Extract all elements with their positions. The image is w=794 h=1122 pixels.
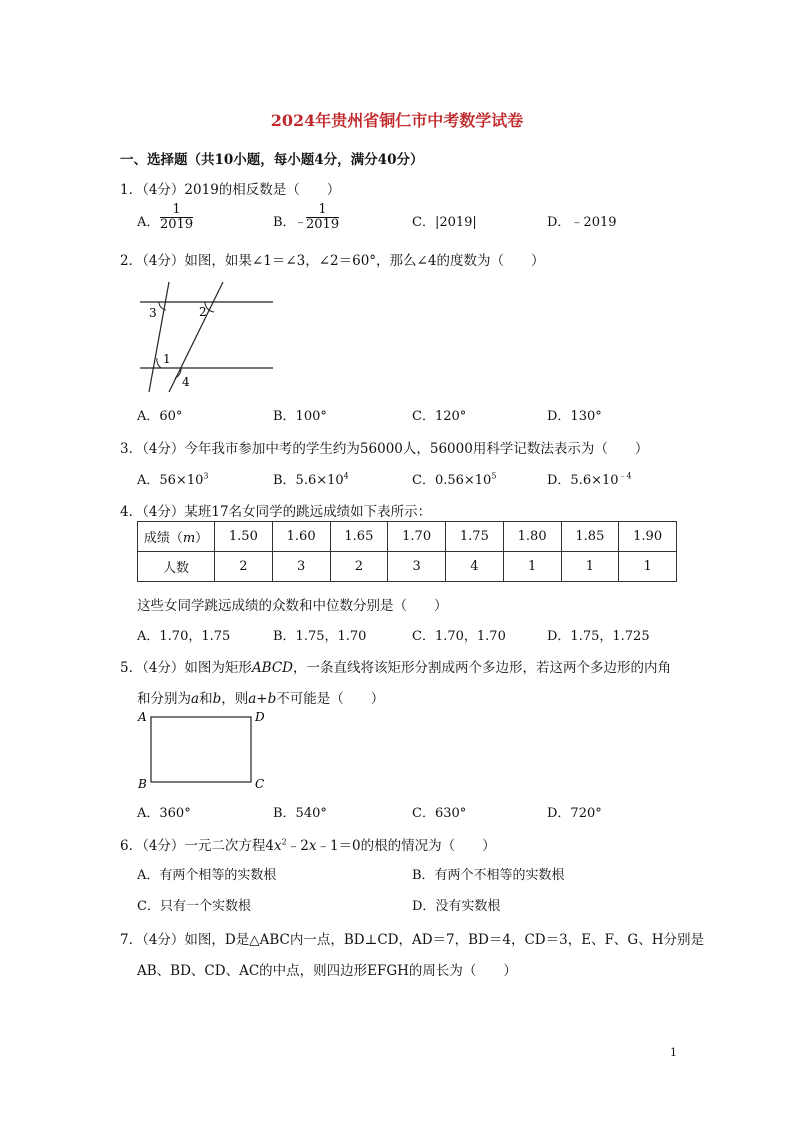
q3-option-a bbox=[137, 469, 208, 488]
question-7-line-2: AB、BD、CD、AC的中点，则四边形EFGH的周长为（ ） bbox=[137, 963, 517, 979]
question-2-stem: 2．（4分）如图，如果∠1＝∠3，∠2＝60°，那么∠4的度数为（ ） bbox=[120, 253, 545, 269]
q5-rectangle bbox=[151, 717, 251, 782]
q5-label-B: B bbox=[138, 777, 147, 791]
q5-rectangle-figure bbox=[135, 706, 275, 794]
table-cell: 1.90 bbox=[619, 522, 677, 552]
table-cell: 1.80 bbox=[503, 522, 561, 552]
q2-label-4: 4 bbox=[182, 375, 190, 389]
q4-option-b: B．1.75，1.70 bbox=[273, 629, 367, 644]
q5-option-c: C．630° bbox=[412, 806, 467, 821]
table-cell: 3 bbox=[272, 552, 330, 582]
q4-option-a: A．1.70，1.75 bbox=[137, 629, 231, 644]
q2-transversal-right bbox=[169, 282, 223, 392]
table-cell: 1.65 bbox=[330, 522, 388, 552]
q6-option-a: A．有两个相等的实数根 bbox=[137, 868, 277, 883]
q3-a-base: A．56×10 bbox=[137, 473, 204, 488]
q4-score-table bbox=[137, 521, 677, 582]
q6-option-b: B．有两个不相等的实数根 bbox=[412, 868, 565, 883]
question-3-stem: 3．（4分）今年我市参加中考的学生约为56000人，56000用科学记数法表示为（ ） bbox=[120, 441, 649, 457]
table-cell: 4 bbox=[446, 552, 504, 582]
q1-option-b-label: B． bbox=[273, 215, 296, 230]
q5-text: 和分别为 bbox=[137, 691, 191, 707]
q5-text: 不可能是（ ） bbox=[276, 691, 385, 707]
q1-option-b-sign: ﹣ bbox=[294, 215, 308, 230]
q1-b-numerator: 1 bbox=[318, 202, 327, 217]
q4-follow-up: 这些女同学跳远成绩的众数和中位数分别是（ ） bbox=[137, 598, 448, 614]
header-unit: m bbox=[182, 531, 196, 546]
question-4-stem: 4．（4分）某班17名女同学的跳远成绩如下表所示： bbox=[120, 504, 432, 520]
q5-option-d: D．720° bbox=[547, 806, 602, 821]
q6-text: ﹣1＝0的根的情况为（ ） bbox=[316, 838, 496, 854]
q5-option-b: B．540° bbox=[273, 806, 327, 821]
table-cell: 2 bbox=[330, 552, 388, 582]
q1-option-a-label: A． bbox=[137, 215, 160, 230]
q5-label-C: C bbox=[255, 777, 265, 791]
q5-text: 5．（4分）如图为矩形 bbox=[120, 660, 252, 676]
q3-d-base: D．5.6×10 bbox=[547, 473, 619, 488]
q2-angle-1-arc bbox=[157, 358, 161, 368]
q1-a-denominator: 2019 bbox=[160, 217, 194, 232]
page-title: 2024年贵州省铜仁市中考数学试卷 bbox=[270, 111, 524, 130]
q3-option-d bbox=[547, 469, 632, 488]
q3-option-b bbox=[273, 469, 349, 488]
q6-option-c: C．只有一个实数根 bbox=[137, 899, 251, 914]
q2-option-c: C．120° bbox=[412, 409, 467, 424]
header-text: 成绩（ bbox=[143, 531, 183, 546]
q5-text-cont: ，一条直线将该矩形分割成两个多边形，若这两个多边形的内角 bbox=[293, 660, 672, 676]
q1-option-b-fraction bbox=[306, 203, 339, 232]
question-7-stem: 7．（4分）如图，D是△ABC内一点，BD⊥CD，AD＝7，BD＝4，CD＝3，E、F、G、H分别是 bbox=[120, 932, 704, 948]
q6-exponent: 2 bbox=[281, 837, 287, 847]
q2-label-1: 1 bbox=[163, 352, 171, 366]
question-1-stem: 1．（4分）2019的相反数是（ ） bbox=[120, 182, 341, 198]
table-cell: 1.60 bbox=[272, 522, 330, 552]
q2-option-b: B．100° bbox=[273, 409, 327, 424]
q4-option-d: D．1.75，1.725 bbox=[547, 629, 650, 644]
q2-option-a: A．60° bbox=[137, 409, 183, 424]
q3-d-exponent: ﹣4 bbox=[618, 471, 632, 481]
q2-label-2: 2 bbox=[199, 305, 207, 319]
table-cell: 1.75 bbox=[446, 522, 504, 552]
table-cell: 1 bbox=[503, 552, 561, 582]
question-5-stem bbox=[120, 656, 671, 676]
q3-b-base: B．5.6×10 bbox=[273, 473, 344, 488]
q5-rect-name: ABCD bbox=[251, 660, 294, 676]
q5-sum: a+b bbox=[248, 691, 277, 707]
table-cell: 1 bbox=[561, 552, 619, 582]
q3-option-c bbox=[412, 469, 496, 488]
q5-label-A: A bbox=[138, 710, 147, 724]
table-header-cell bbox=[138, 522, 215, 552]
page-number: 1 bbox=[670, 1046, 677, 1059]
q1-option-a-fraction bbox=[160, 203, 193, 232]
q3-c-base: C．0.56×10 bbox=[412, 473, 492, 488]
table-header-cell: 人数 bbox=[138, 552, 215, 582]
section-heading: 一、选择题（共10小题，每小题4分，满分40分） bbox=[120, 152, 424, 168]
q4-option-c: C．1.70，1.70 bbox=[412, 629, 506, 644]
q2-parallel-lines-figure bbox=[135, 280, 275, 395]
q5-label-D: D bbox=[255, 710, 265, 724]
q6-text: 6．（4分）一元二次方程4 bbox=[120, 838, 275, 854]
q5-var-a: a bbox=[191, 691, 200, 707]
q2-label-3: 3 bbox=[149, 306, 157, 320]
q3-b-exponent: 4 bbox=[343, 471, 349, 481]
q1-b-denominator: 2019 bbox=[306, 217, 340, 232]
q5-text: ，则 bbox=[221, 691, 249, 707]
table-cell: 1 bbox=[619, 552, 677, 582]
q6-option-d: D．没有实数根 bbox=[412, 899, 501, 914]
q5-option-a: A．360° bbox=[137, 806, 191, 821]
question-6-stem bbox=[120, 834, 496, 854]
table-cell: 3 bbox=[388, 552, 446, 582]
q3-a-exponent: 3 bbox=[203, 471, 209, 481]
q3-c-exponent: 5 bbox=[491, 471, 497, 481]
q2-option-d: D．130° bbox=[547, 409, 602, 424]
q6-text: ﹣2 bbox=[286, 838, 309, 854]
table-cell: 1.85 bbox=[561, 522, 619, 552]
table-cell: 2 bbox=[215, 552, 273, 582]
table-cell: 1.70 bbox=[388, 522, 446, 552]
q6-var-x: x bbox=[308, 838, 317, 854]
q1-option-d: D．﹣2019 bbox=[547, 215, 617, 230]
q1-option-c: C．|2019| bbox=[412, 215, 477, 230]
q2-transversal-left bbox=[149, 282, 169, 392]
question-5-line-2 bbox=[137, 687, 384, 707]
q5-text: 和 bbox=[199, 691, 213, 707]
table-cell: 1.50 bbox=[215, 522, 273, 552]
q6-var-x: x bbox=[274, 838, 282, 854]
table-row bbox=[138, 552, 677, 582]
q1-a-numerator: 1 bbox=[172, 202, 181, 217]
table-row bbox=[138, 522, 677, 552]
q5-var-b: b bbox=[212, 691, 222, 707]
header-text-end: ） bbox=[195, 531, 209, 546]
